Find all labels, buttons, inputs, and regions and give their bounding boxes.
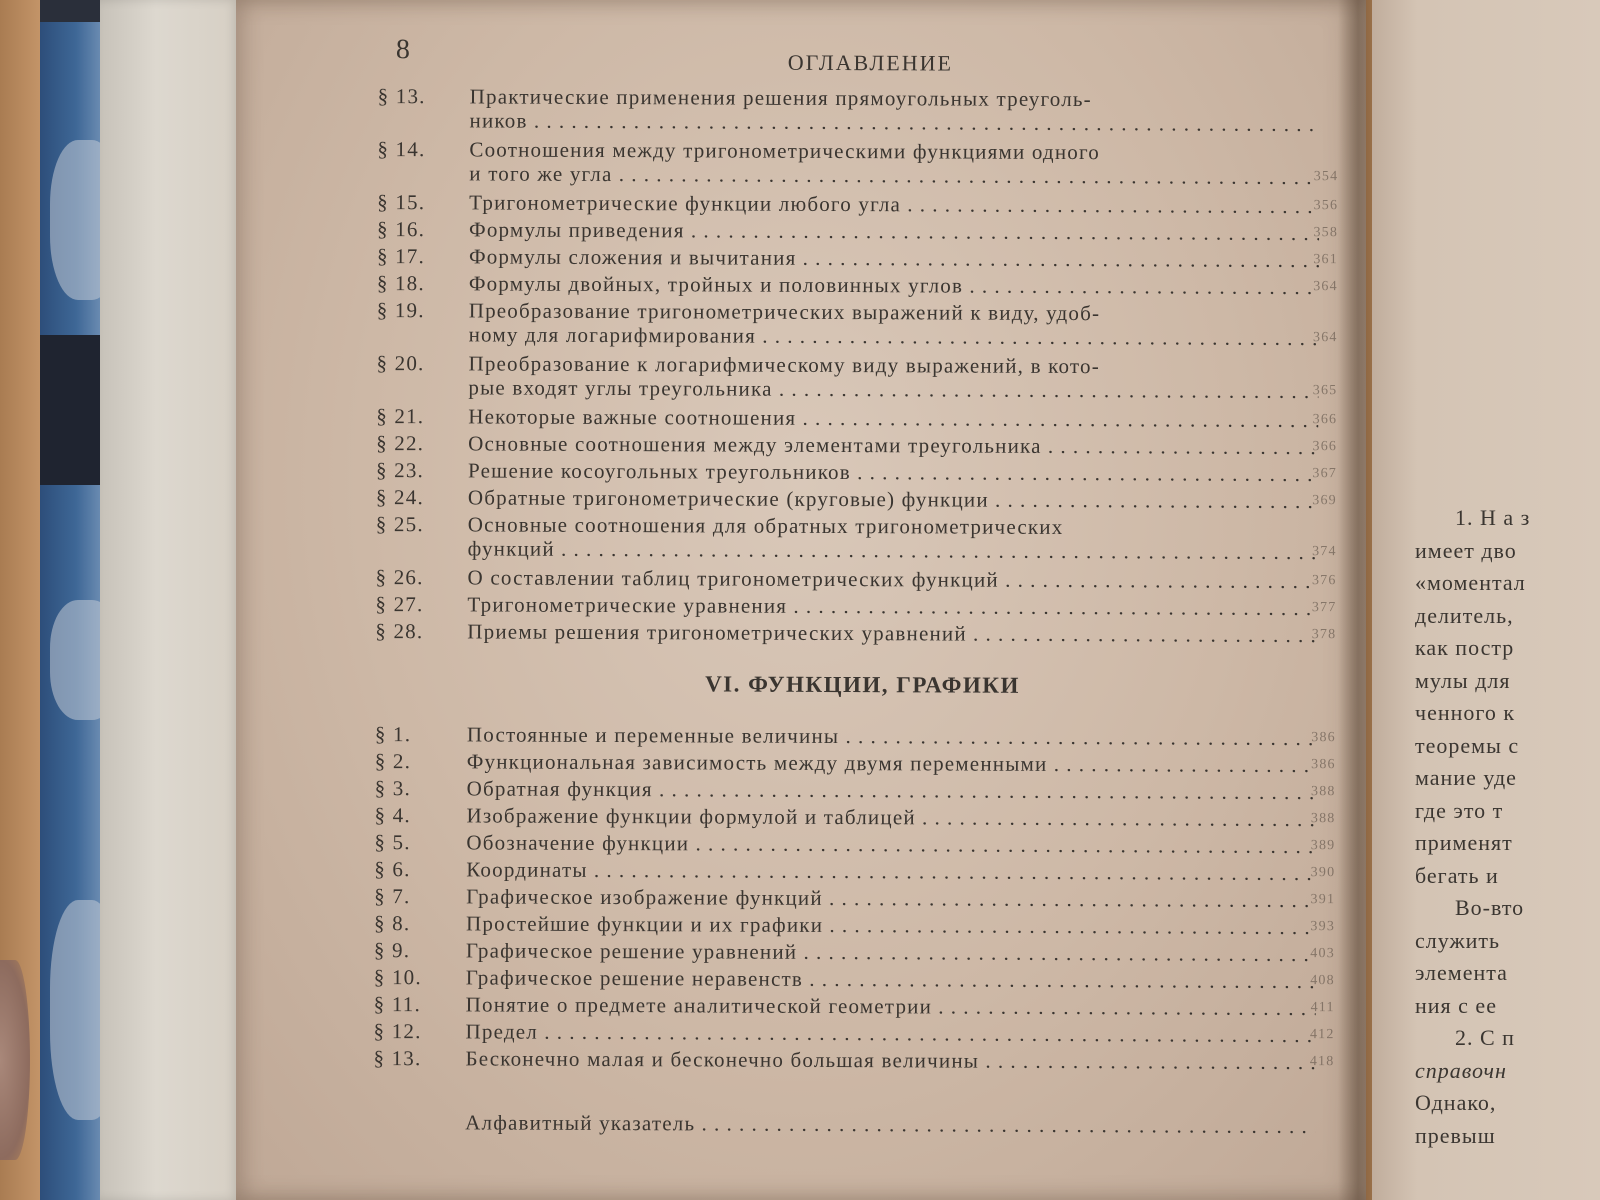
toc-entry [374, 721, 1336, 749]
toc-entry-title [469, 298, 1319, 350]
toc-entry-page: 378 [1311, 627, 1337, 643]
toc-entry-line: Изображение функции формулой и таблицей . . . [466, 803, 1316, 831]
toc-entry-number: § 13. [377, 83, 426, 109]
toc-entry-title [466, 857, 1316, 885]
toc-entry-number: § 9. [373, 937, 411, 963]
right-page [1372, 0, 1600, 1200]
toc-entry-title [469, 217, 1319, 245]
right-page-line: ния с ее [1415, 992, 1497, 1018]
toc-entry-number: § 26. [375, 564, 424, 590]
toc-entry-page: 403 [1310, 946, 1335, 962]
right-page-line: ченного к [1415, 700, 1516, 725]
toc-entry [376, 430, 1338, 458]
toc-entry-page: 393 [1310, 919, 1336, 935]
toc-entry-page: 366 [1312, 439, 1338, 455]
toc-entry-title [468, 485, 1318, 513]
toc-entry-number: § 6. [374, 856, 411, 882]
toc-entry [377, 83, 1333, 133]
toc-entry [373, 1018, 1335, 1044]
toc-entry-page: 376 [1311, 573, 1337, 589]
toc-entry-number: § 20. [376, 350, 425, 376]
toc-entry-title [468, 458, 1318, 486]
toc-entry-number: § 10. [373, 964, 422, 990]
toc-entry-title [467, 592, 1317, 620]
page-number: 8 [395, 34, 410, 66]
toc-entry-page: 369 [1312, 493, 1337, 509]
flyleaf [100, 0, 240, 1200]
toc-entry-number: § 25. [375, 511, 424, 537]
toc-entry-page: 374 [1312, 544, 1337, 560]
toc-entry-number: § 28. [375, 618, 424, 644]
toc-entry-page: 356 [1313, 198, 1339, 214]
toc-entry [377, 216, 1339, 243]
toc-entry-number: § 14. [377, 136, 426, 162]
toc-entry-page: 354 [1313, 169, 1339, 185]
toc-entry-line: Функциональная зависимость между двумя переменными . . . [467, 749, 1317, 777]
toc-entry-line: Практические применения решения прямоугольных треуголь- [469, 84, 1092, 112]
right-page-line: Во-вто [1455, 895, 1525, 920]
toc-entry-line: Преобразование тригонометрических выражений к виду, удоб- [468, 298, 1101, 326]
right-page-line: применят [1415, 830, 1513, 855]
toc-entry [373, 964, 1335, 991]
toc-entry-line: О составлении таблиц тригонометрических функций . . . [468, 565, 1318, 593]
section-heading: VI. ФУНКЦИИ, ГРАФИКИ [705, 671, 1020, 698]
toc-entry-line: Формулы двойных, тройных и половинных углов . . . [469, 271, 1319, 299]
right-page-line: имеет дво [1415, 537, 1517, 563]
toc-entry-page: 386 [1311, 730, 1336, 746]
toc-entry-line: Тригонометрические функции любого угла . . . [469, 190, 1319, 218]
toc-entry-number: § 5. [374, 829, 411, 855]
toc-entry-number: § 17. [376, 243, 426, 269]
toc-entry-line: ному для логарифмирования . . . [469, 322, 1319, 350]
toc-entry [374, 910, 1336, 937]
toc-entry-title [467, 749, 1317, 777]
toc-entry-title [466, 830, 1316, 858]
toc-entry [375, 511, 1337, 561]
toc-entry-title [466, 803, 1316, 831]
toc-entry-line: Графическое изображение функций . . . [466, 884, 1316, 912]
toc-entry-line: Формулы сложения и вычитания . . . [469, 244, 1319, 272]
toc-entry [374, 748, 1336, 776]
toc-entry-page: 367 [1312, 466, 1338, 482]
toc-entry-page: 365 [1312, 383, 1338, 399]
toc-entry-line: Приемы решения тригонометрических уравнений . . . [467, 619, 1317, 647]
toc-entry-number: § 18. [376, 270, 425, 296]
toc-entry-page: 377 [1311, 600, 1337, 616]
toc-entry-line: рые входят углы треугольника . . . [468, 375, 1318, 403]
toc-entry-number: § 13. [373, 1045, 422, 1071]
right-page-line: как постр [1415, 635, 1515, 660]
toc-entry-title [469, 190, 1319, 218]
toc-entry-page: 390 [1310, 865, 1336, 881]
toc-entry-title [468, 512, 1318, 564]
toc-entry-line: Обратные тригонометрические (круговые) функции . . . [468, 485, 1318, 513]
toc-entry-title [467, 776, 1317, 804]
toc-entry-title [468, 351, 1318, 403]
toc-entry-title [468, 565, 1318, 593]
toc-entry-page: 366 [1312, 412, 1338, 428]
toc-entry-page: 364 [1313, 279, 1338, 295]
right-page-line: бегать и [1415, 862, 1499, 888]
toc-entry-line: Постоянные и переменные величины . . . [467, 722, 1317, 750]
toc-content [373, 20, 1338, 1194]
toc-entry-number: § 2. [374, 748, 412, 774]
toc-entry-title [466, 884, 1316, 912]
toc-entry [375, 618, 1337, 646]
toc-entry-line: Основные соотношения для обратных тригонометрических [467, 512, 1064, 539]
toc-entry-line: Соотношения между тригонометрическими функциями одного [469, 137, 1101, 165]
toc-entry-number: § 11. [373, 991, 421, 1017]
toc-entry-number: § 7. [374, 883, 411, 909]
toc-entry-line: Алфавитный указатель . . . [465, 1110, 1315, 1138]
toc-entry [373, 1045, 1335, 1073]
toc-entry [374, 856, 1336, 882]
toc-entry [375, 591, 1337, 618]
toc-entry [376, 297, 1338, 348]
toc-entry-line: Понятие о предмете аналитической геометрии . . . [466, 992, 1316, 1020]
toc-entry-page: 412 [1309, 1027, 1335, 1043]
toc-entry-number: § 21. [376, 403, 425, 429]
toc-entry-line: Решение косоугольных треугольников . . . [468, 458, 1318, 486]
toc-entry-page: 389 [1310, 838, 1336, 854]
toc-entry-title [469, 137, 1319, 189]
toc-entry-title [467, 722, 1317, 750]
right-page-line: мание уде [1415, 765, 1517, 790]
toc-entry-line: Графическое решение неравенств . . . [466, 965, 1316, 993]
toc-entry-line: Координаты . . . [466, 857, 1316, 885]
toc-entry-title [466, 992, 1316, 1020]
toc-entry-title [468, 404, 1318, 432]
toc-entry-number: § 15. [377, 189, 426, 215]
toc-entry-title [466, 965, 1316, 993]
toc-entry-title [466, 1019, 1316, 1047]
toc-entry-line: Формулы приведения . . . [469, 217, 1319, 245]
toc-entry-page: 364 [1312, 330, 1338, 346]
toc-entry [374, 775, 1336, 802]
toc-entry-line: Графическое решение уравнений . . . [466, 938, 1316, 966]
right-page-line: превыш [1415, 1122, 1496, 1148]
finger [0, 960, 30, 1160]
toc-entry-line: Бесконечно малая и бесконечно большая величины . . . [465, 1046, 1315, 1074]
toc-entry-number: § 12. [373, 1018, 422, 1044]
toc-entry-number: § 8. [374, 910, 411, 936]
toc-entry [375, 484, 1337, 512]
toc-entry [376, 350, 1338, 401]
toc-entry-title [467, 619, 1317, 647]
right-page-line: «моментал [1415, 570, 1526, 595]
toc-entry-line: Обратная функция . . . [467, 776, 1317, 804]
toc-entry [373, 1110, 1328, 1136]
toc-entry-line: Предел . . . [466, 1019, 1316, 1047]
toc-entry-title [468, 431, 1318, 459]
toc-entry [374, 883, 1336, 910]
toc-entry-title [465, 1046, 1315, 1074]
toc-entry [373, 937, 1335, 964]
toc-entry-line: Преобразование к логарифмическому виду выражений, в кото- [468, 351, 1100, 379]
toc-entry-page: 411 [1310, 1000, 1335, 1016]
toc-entry-line: Некоторые важные соотношения . . . [468, 404, 1318, 432]
toc-entry-number: § 19. [376, 297, 425, 323]
right-page-line: мулы для [1415, 667, 1511, 693]
page-title: ОГЛАВЛЕНИЕ [787, 49, 954, 76]
toc-entry [375, 457, 1338, 485]
right-page-line: Однако, [1415, 1090, 1497, 1115]
toc-entry-title [469, 271, 1319, 299]
right-page-line: справочн [1415, 1057, 1507, 1083]
toc-entry-line: и того же угла . . . [469, 161, 1319, 189]
toc-entry-page: 386 [1311, 757, 1336, 773]
toc-entry [377, 189, 1339, 217]
toc-entry-number: § 27. [375, 591, 424, 617]
toc-entry-page: 358 [1313, 225, 1339, 241]
right-page-line: 2. С п [1455, 1025, 1515, 1050]
toc-entry [376, 403, 1338, 430]
toc-entry-line: Обозначение функции . . . [466, 830, 1316, 858]
toc-entry-number: § 1. [374, 721, 412, 747]
toc-entry [375, 564, 1337, 592]
toc-entry [377, 136, 1339, 187]
toc-entry-number: § 3. [374, 775, 412, 801]
toc-entry-line: функций . . . [468, 536, 1318, 564]
right-page-line: где это т [1415, 797, 1504, 823]
toc-entry-title [465, 1110, 1315, 1138]
right-page-line: служить [1415, 927, 1501, 953]
toc-entry [373, 991, 1335, 1019]
toc-entry-page: 388 [1311, 784, 1336, 800]
toc-entry-line: ников . . . [470, 108, 1320, 136]
toc-entry-line: Основные соотношения между элементами треугольника . . . [468, 431, 1318, 459]
toc-entry-number: § 24. [375, 484, 424, 510]
right-page-line: 1. Н а з [1455, 505, 1531, 530]
toc-entry [376, 270, 1338, 298]
toc-entry-line: Тригонометрические уравнения . . . [467, 592, 1317, 620]
toc-entry-number: § 16. [377, 216, 426, 242]
toc-entry-number: § 4. [374, 802, 411, 828]
toc-entry-page: 388 [1310, 811, 1336, 827]
toc-entry-page: 391 [1310, 892, 1336, 908]
toc-entry-title [466, 938, 1316, 966]
toc-entry-line: Простейшие функции и их графики . . . [466, 911, 1316, 939]
toc-entry-page: 408 [1310, 973, 1335, 989]
right-page-line: элемента [1415, 960, 1508, 985]
toc-entry [376, 243, 1338, 270]
toc-entry-number: § 23. [375, 457, 425, 483]
right-page-line: делитель, [1415, 602, 1514, 628]
toc-entry-title [466, 911, 1316, 939]
toc-entry [374, 829, 1336, 856]
toc-entry-number: § 22. [376, 430, 425, 456]
toc-entry-title [469, 244, 1319, 272]
toc-entry-page: 361 [1313, 252, 1338, 268]
toc-entry-page: 418 [1309, 1054, 1335, 1070]
toc-entry [374, 802, 1336, 830]
toc-entry-title [470, 84, 1320, 136]
right-page-line: теоремы с [1415, 732, 1520, 758]
